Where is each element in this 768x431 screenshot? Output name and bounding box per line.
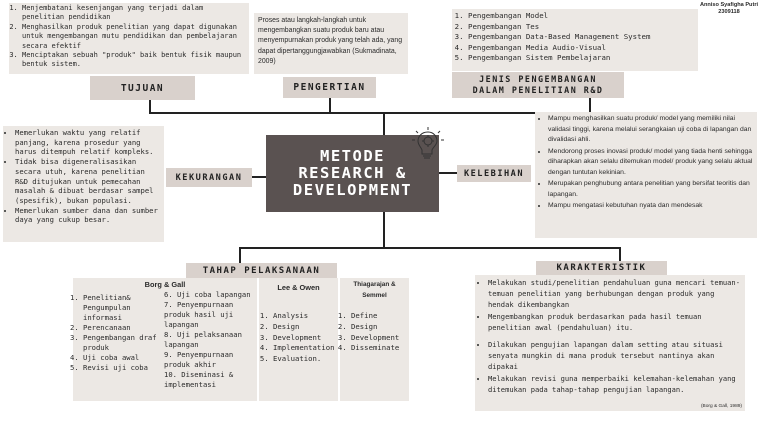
- jenis-item: 2. Pengembangan Tes: [468, 22, 694, 33]
- lee-owen-step: 5. Evaluation.: [273, 354, 347, 365]
- kelebihan-item: • Mampu menghasilkan suatu produk/ model yang memiliki nilai validasi tinggi, karena melalui serangkaian uji coba di lapangan dan divalidasi ahli.: [548, 114, 753, 146]
- karakteristik-label: KARAKTERISTIK: [536, 261, 667, 275]
- borg-gall-step: 6. Uji coba lapangan: [164, 290, 251, 299]
- connector-pengertian-drop: [329, 97, 331, 114]
- tujuan-box: [9, 3, 249, 74]
- tujuan-item: 1. Menjembatani kesenjangan yang terjadi dalam penelitian pendidikan: [22, 4, 245, 23]
- borg-gall-step: 5. Revisi uji coba: [83, 363, 169, 373]
- karakteristik-item: • Melakukan studi/penelitian pendahuluan guna mencari temuan-temuan penelitian yang berhubungan dengan produk yang hendak dikembangkan: [488, 277, 741, 310]
- jenis-label-line2: DALAM PENELITIAN R&D: [472, 85, 604, 95]
- lee-owen-list: [264, 311, 347, 365]
- borg-gall-title: Borg & Gall: [144, 280, 186, 289]
- lightbulb-gear-icon: [410, 126, 446, 164]
- center-title-line1: METODE: [320, 147, 385, 165]
- karakteristik-item: • Mengembangkan produk berdasarkan pada hasil temuan penelitian awal (pendahuluan) itu.: [488, 311, 741, 333]
- author-id: 2309118: [718, 9, 740, 15]
- jenis-label-line1: JENIS PENGEMBANGAN: [479, 74, 597, 84]
- center-title-line3: DEVELOPMENT: [292, 181, 413, 199]
- kekurangan-box: [3, 126, 164, 242]
- thiagarajan-list: [343, 311, 417, 354]
- jenis-item: 5. Pengembangan Sistem Pembelajaran: [468, 53, 694, 64]
- author-name: Anniso Syafigha Putri: [699, 2, 759, 8]
- thiagarajan-title-line2: Semmel: [362, 292, 387, 299]
- kelebihan-item: • Mampu mengatasi kebutuhan nyata dan mendesak: [548, 201, 753, 212]
- thiagarajan-title-line1: Thiagarajan &: [353, 281, 396, 288]
- tujuan-item: 3. Menciptakan sebuah "produk" baik bentuk fisik maupun bentuk sistem.: [22, 51, 245, 70]
- kelebihan-item: • Merupakan penghubung antara penelitian yang bersifat teoritis dan lapangan.: [548, 179, 753, 200]
- lee-owen-step: 2. Design: [273, 322, 347, 333]
- thiagarajan-step: 1. Define: [351, 311, 417, 322]
- borg-gall-step: 10. Diseminasi & implementasi: [164, 370, 234, 389]
- borg-gall-step: 9. Penyempurnaan produk akhir: [164, 350, 234, 369]
- kekurangan-item: • Memerlukan waktu yang relatif panjang, karena prosedur yang harus ditempuh relatif kompleks.: [15, 128, 160, 157]
- karakteristik-citation: (Borg & Gall, 1989): [700, 404, 742, 409]
- borg-gall-col1-list: [76, 293, 169, 373]
- kelebihan-list: [539, 114, 753, 212]
- borg-gall-step: 1. Penelitian& Pengumpulan informasi: [83, 293, 169, 323]
- pengertian-text: Proses atau langkah-langkah untuk mengembangkan suatu produk baru atau menyempurnakan produk yang telah ada, yang dapat dipertanggungjawabkan (Sukmadinata, 2009): [258, 17, 403, 65]
- borg-gall-col2: [164, 290, 256, 390]
- jenis-item: 1. Pengembangan Model: [468, 11, 694, 22]
- borg-gall-step: 7. Penyempurnaan produk hasil uji lapangan: [164, 300, 234, 329]
- borg-gall-step: 8. Uji pelaksanaan lapangan: [164, 330, 242, 349]
- kekurangan-item: • Tidak bisa digeneralisasikan secara utuh, karena penelitian R&D ditujukan untuk pemecahan masalah & dibuat berdasar sampel (spesifik), bukan populasi.: [15, 157, 160, 206]
- connector-right: [437, 172, 457, 174]
- pengertian-label: PENGERTIAN: [283, 77, 376, 98]
- lee-owen-step: 1. Analysis: [273, 311, 347, 322]
- lee-owen-step: 3. Development: [273, 333, 347, 344]
- connector-karakteristik-drop: [619, 247, 621, 261]
- lee-owen-step: 4. Implementation: [273, 343, 347, 354]
- karakteristik-list: [479, 277, 741, 395]
- thiagarajan-step: 3. Development: [351, 333, 417, 344]
- lee-owen-title: Lee & Owen: [277, 283, 320, 292]
- pengertian-box: [254, 13, 408, 74]
- connector-tujuan-drop: [149, 100, 151, 114]
- kekurangan-item: • Memerlukan sumber dana dan sumber daya yang cukup besar.: [15, 206, 160, 225]
- tahap-label: TAHAP PELAKSANAAN: [186, 263, 337, 278]
- thiagarajan-step: 2. Design: [351, 322, 417, 333]
- kekurangan-list: [7, 128, 160, 225]
- jenis-box: [452, 9, 698, 71]
- kelebihan-item: • Mendorong proses inovasi produk/ model yang tiada henti sehingga diharapkan akan selalu ditemukan model/ produk yang selalu aktual dengan tuntutan kekinian.: [548, 147, 753, 179]
- connector-top-horizontal: [149, 112, 590, 114]
- connector-center-bottom: [383, 211, 385, 248]
- borg-gall-step: 4. Uji coba awal: [83, 353, 169, 363]
- thiagarajan-step: 4. Disseminate: [351, 343, 417, 354]
- author-credit: [692, 2, 766, 16]
- kelebihan-box: [535, 112, 757, 238]
- borg-gall-step: 3. Pengembangan draf produk: [83, 333, 169, 353]
- kelebihan-label: KELEBIHAN: [457, 165, 531, 182]
- borg-gall-step: 2. Perencanaan: [83, 323, 169, 333]
- thiagarajan-title: [340, 279, 409, 301]
- jenis-item: 3. Pengembangan Data-Based Management System: [468, 32, 694, 43]
- karakteristik-box: [475, 275, 745, 411]
- tujuan-label: TUJUAN: [90, 76, 195, 100]
- connector-bottom-horizontal: [239, 247, 621, 249]
- connector-tahap-drop: [239, 247, 241, 263]
- tujuan-item: 2. Menghasilkan produk penelitian yang dapat digunakan untuk mengembangan mutu pendidikan dan pembelajaran secara efektif: [22, 23, 245, 51]
- jenis-item: 4. Pengembangan Media Audio-Visual: [468, 43, 694, 54]
- center-title-line2: RESEARCH &: [298, 164, 407, 182]
- jenis-label: [452, 72, 624, 98]
- jenis-list: [456, 11, 694, 64]
- kekurangan-label: KEKURANGAN: [166, 168, 252, 187]
- karakteristik-item: • Melakukan revisi guna memperbaiki kelemahan-kelemahan yang ditemukan pada tahap-tahap pengujian lapangan.: [488, 373, 741, 395]
- karakteristik-item: • Dilakukan pengujian lapangan dalam setting atau situasi senyata mungkin di mana produk tersebut nantinya akan dipakai: [488, 339, 741, 372]
- connector-center-top: [383, 112, 385, 136]
- tujuan-list: [13, 4, 245, 70]
